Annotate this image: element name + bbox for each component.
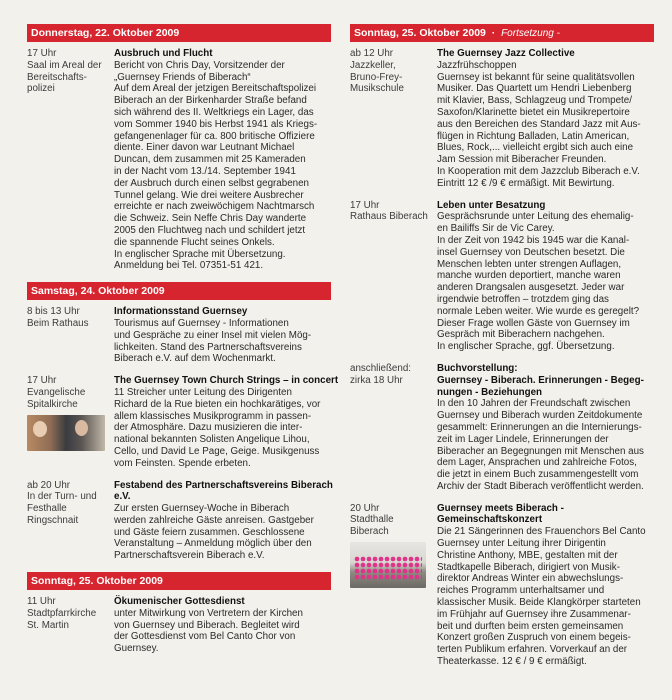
event-text-line: gesammelt: Erinnerungen an die Internierungs- [437, 421, 642, 433]
event-text-line: mit Klavier, Bass, Schlagzeug und Trompete/ [437, 95, 632, 107]
event-text-line: reiches Programm unterhaltsamer und [437, 585, 605, 597]
event-meta-line: ab 20 Uhr [27, 479, 71, 491]
event-text-line: dem Lager, Ansprachen und zahlreiche Fotos, [437, 457, 637, 469]
event-text-line: Guernsey ist bekannt für seine qualitätsvollen [437, 71, 635, 83]
event-text-line: gefangenenlager für ca. 800 britische Offiziere [114, 130, 315, 142]
event-text-line: der Atmosphäre. Dazu musizieren die inter- [114, 422, 303, 434]
event-meta-line: Stadtpfarrkirche [27, 607, 97, 619]
event-text-line: Biberacher an Begegnungen mit Menschen aus [437, 445, 644, 457]
event-text-line: Die 21 Sängerinnen des Frauenchors Bel Canto [437, 526, 646, 538]
event-time-location [27, 306, 114, 365]
event-text-line: sich während des II. Weltkriegs ein Lager, das [114, 106, 314, 118]
event-text-line: direktor Andreas Winter ein abwechslungs- [437, 573, 624, 585]
event-title: The Guernsey Jazz Collective [437, 48, 575, 59]
event-time-location [27, 375, 114, 469]
event-text-line: „Guernsey Friends of Biberach“ [114, 71, 251, 83]
event-meta-line: Festhalle [27, 503, 67, 515]
event-text-line: Partnerschaftsverein Biberach e.V. [114, 550, 265, 562]
event-text-line: Zur ersten Guernsey-Woche in Biberach [114, 503, 290, 515]
event-text-line: normale Leben weiter. Wie wurde es geregelt? [437, 305, 640, 317]
event-text-line: In englischer Sprache, ggf. Übersetzung. [437, 341, 615, 353]
left-column [27, 24, 339, 665]
event-text-line: Jazzfrühschoppen [437, 59, 517, 71]
event-text-line: Duncan, dem zusammen mit 25 Kameraden [114, 154, 306, 166]
event-text-line: terten Publikum erfahren. Vorverkauf an der [437, 644, 628, 656]
choir-photo [350, 542, 426, 588]
event-text-line: Auf dem Areal der jetzigen Bereitschaftspolizei [114, 83, 317, 95]
day-header: Sonntag, 25. Oktober 2009 [27, 572, 331, 590]
event-description [437, 48, 654, 190]
event-text-line: Guernsey. [114, 643, 159, 655]
event-meta-line: Saal im Areal der [27, 59, 102, 71]
event-text-line: vom Feinsten. Spende erbeten. [114, 457, 251, 469]
event-text-line: die Schweiz. Sein Neffe Chris Day wanderte [114, 213, 307, 225]
event-item [27, 48, 331, 272]
day-header-continued: Fortsetzung - [501, 28, 560, 39]
event-text-line: Gespräch mit Biberachern nachgehen. [437, 329, 605, 341]
event-meta-line: 17 Uhr [350, 199, 380, 211]
event-meta-line: Ringschnait [27, 514, 79, 526]
event-item [27, 480, 331, 563]
event-meta-line: Jazzkeller, [350, 59, 396, 71]
event-text-line: Dieser Frage wollen Gäste von Guernsey im [437, 317, 630, 329]
event-time-location [350, 503, 437, 668]
event-text-line: Guernsey und Biberach wurden Zeitdokumente [437, 410, 643, 422]
event-meta-line: Evangelische [27, 386, 86, 398]
event-title: Buchvorstellung: [437, 362, 518, 374]
event-text-line: en Bailiffs Sir de Vic Carey. [437, 223, 555, 235]
event-meta-line: zirka 18 Uhr [350, 374, 403, 386]
event-title: nungen - Beziehungen [437, 386, 543, 398]
event-text-line: Menschen lebten unter strengen Auflagen, [437, 258, 622, 270]
event-text-line: zeit im Lager Lindele, Erinnerungen der [437, 433, 609, 445]
event-text-line: Guernsey unter Leitung ihrer Dirigentin [437, 538, 606, 550]
event-item [27, 306, 331, 365]
event-title: Festabend des Partnerschaftsvereins Biberach [114, 479, 333, 491]
event-text-line: unter Mitwirkung von Vertretern der Kirchen [114, 607, 303, 619]
event-item [350, 503, 654, 668]
event-text-line: lichkeiten. Stand des Partnerschaftsvereins [114, 341, 302, 353]
event-text-line: In Kooperation mit dem Jazzclub Biberach e.V. [437, 165, 640, 177]
day-header: Donnerstag, 22. Oktober 2009 [27, 24, 331, 42]
event-meta-line: In der Turn- und [27, 491, 97, 503]
event-time-location [27, 48, 114, 272]
event-text-line: In der Zeit von 1942 bis 1945 war die Kanal- [437, 234, 630, 246]
event-text-line: Stadtkapelle Biberach, dirigiert von Musik- [437, 561, 620, 573]
event-text-line: Musiker. Das Quartett um Hendri Liebenberg [437, 83, 632, 95]
event-text-line: Tunnel gelang. Wie drei weitere Ausbrecher [114, 189, 304, 201]
event-text-line: Cello, und David Le Page, Geige. Musikgenuss [114, 445, 320, 457]
event-text-line: der Gottesdienst vom Bel Canto Chor von [114, 631, 296, 643]
event-text-line: Richard de la Rue bieten ein hochkarätiges, vor [114, 398, 321, 410]
event-meta-line: 17 Uhr [27, 375, 57, 387]
event-text-line: Biberach e.V. auf dem Wochenmarkt. [114, 353, 276, 365]
event-title: Leben unter Besatzung [437, 199, 546, 211]
choir-singers [354, 556, 422, 580]
event-text-line: erreichte er nach zweiwöchigem Nachtmarsch [114, 201, 315, 213]
event-text-line: Eintritt 12 € /9 € ermäßigt. Mit Bewirtung. [437, 177, 615, 189]
event-text-line: Anmeldung bei Tel. 07351-51 421. [114, 260, 264, 272]
event-text-line: national bekannten Solisten Angelique Lihou, [114, 434, 310, 446]
event-title: Guernsey meets Biberach - [437, 502, 564, 514]
event-title: e.V. [114, 491, 131, 503]
event-text-line: In englischer Sprache mit Übersetzung. [114, 248, 286, 260]
event-text-line: beit und durften beim ersten gemeinsamen [437, 620, 624, 632]
event-meta-line: polizei [27, 83, 55, 95]
event-text-line: Jam Session mit Biberacher Freunden. [437, 154, 607, 166]
event-text-line: anderen Drangsalen ausgesetzt. Jeder war [437, 282, 625, 294]
event-text-line: allem klassisches Musikprogramm in passen- [114, 410, 312, 422]
event-text-line: insel Guernsey von Deutschen besetzt. Die [437, 246, 625, 258]
event-description [437, 200, 654, 353]
event-meta-line: 17 Uhr [27, 48, 57, 59]
event-text-line: aus den Bereichen des Standard Jazz mit Aus- [437, 118, 641, 130]
event-text-line: In den 10 Jahren der Freundschaft zwischen [437, 398, 631, 410]
event-text-line: 2005 den Fluchtweg nach und schildert jetzt [114, 224, 306, 236]
event-meta-line: 11 Uhr [27, 596, 56, 608]
event-description [437, 363, 654, 493]
event-text-line: werden zahlreiche Gäste anreisen. Gastgeber [114, 514, 314, 526]
event-title: Informationsstand Guernsey [114, 306, 248, 318]
event-meta-line: 20 Uhr [350, 502, 380, 514]
event-text-line: irgendwie betroffen – trotzdem ging das [437, 293, 609, 305]
event-text-line: im Frühjahr auf Guernsey ihre Zusammenar- [437, 608, 631, 620]
event-description [114, 48, 331, 272]
event-text-line: die spannende Flucht seines Onkels. [114, 236, 275, 248]
event-text-line: Tourismus auf Guernsey - Informationen [114, 317, 289, 329]
event-meta-line: Spitalkirche [27, 398, 78, 410]
event-meta-line: Bruno-Frey- [350, 71, 403, 83]
event-text-line: Saxofon/Klarinette bietet ein Musikrepertoire [437, 106, 630, 118]
event-text-line: Konzert großen Zuspruch von einem begeis- [437, 632, 631, 644]
event-title: Guernsey - Biberach. Erinnerungen - Begeg- [437, 374, 644, 386]
event-meta-line: Rathaus Biberach [350, 211, 428, 223]
event-item [27, 375, 339, 469]
event-time-location [350, 363, 437, 493]
event-time-location [350, 48, 437, 190]
event-meta-line: Biberach [350, 526, 389, 538]
event-meta-line: anschließend: [350, 362, 411, 374]
event-text-line: und Gespräche zu einer Insel mit vielen Mög- [114, 329, 312, 341]
event-text-line: die jetzt in einem Buch zusammengestellt vom [437, 469, 639, 481]
event-text-line: klassischer Musik. Beide Klangkörper starteten [437, 597, 641, 609]
event-text-line: von Guernsey und Biberach. Begleitet wird [114, 619, 300, 631]
event-text-line: vom Sommer 1940 bis Herbst 1941 als Kriegs- [114, 118, 318, 130]
event-text-line: Theaterkasse. 12 € / 9 € ermäßigt. [437, 656, 587, 668]
concert-photo [27, 415, 105, 451]
event-meta-line: Beim Rathaus [27, 317, 89, 329]
event-title: Ökumenischer Gottesdienst [114, 596, 245, 608]
right-column [350, 24, 654, 678]
event-text-line: und Gäste feiern zusammen. Geschlossene [114, 526, 305, 538]
event-meta-line: Musikschule [350, 83, 404, 95]
event-time-location [27, 480, 114, 563]
event-text-line: Christine Anthony, MBE, gestalten mit der [437, 549, 618, 561]
event-description [437, 503, 654, 668]
event-text-line: Bericht von Chris Day, Vorsitzender der [114, 59, 285, 71]
event-text-line: diente. Einer davon war Leutnant Michael [114, 142, 295, 154]
event-item [350, 363, 654, 493]
event-text-line: Biberach an der Birkenharder Straße befand [114, 95, 307, 107]
event-description [114, 596, 331, 655]
event-title: Gemeinschaftskonzert [437, 514, 543, 526]
event-text-line: der Ausbruch durch einen selbst gegrabenen [114, 177, 309, 189]
event-title: The Guernsey Town Church Strings – in concert [114, 375, 339, 387]
event-text-line: Veranstaltung – Anmeldung möglich über den [114, 538, 312, 550]
day-header-date: Sonntag, 25. Oktober 2009 [354, 27, 486, 39]
event-description [114, 480, 333, 563]
event-text-line: Gesprächsrunde unter Leitung des ehemalig- [437, 211, 634, 223]
event-meta-line: Bereitschafts- [27, 71, 87, 83]
event-time-location [27, 596, 114, 655]
event-text-line: manche wurden deportiert, manche waren [437, 270, 621, 282]
event-description [114, 375, 338, 469]
event-meta-line: 8 bis 13 Uhr [27, 306, 80, 318]
day-header: Samstag, 24. Oktober 2009 [27, 282, 331, 300]
event-text-line: in der Nacht vom 13./14. September 1941 [114, 165, 296, 177]
event-meta-line: ab 12 Uhr [350, 48, 394, 59]
event-item [350, 48, 654, 190]
event-meta-line: Stadthalle [350, 514, 394, 526]
event-text-line: 11 Streicher unter Leitung des Dirigenten [114, 386, 292, 398]
event-text-line: Archiv der Stadt Biberach veröffentlicht werden. [437, 480, 644, 492]
event-title: Ausbruch und Flucht [114, 48, 213, 59]
event-item [27, 596, 331, 655]
event-text-line: flügen in Richtung Balladen, Latin American, [437, 130, 630, 142]
event-item [350, 200, 654, 353]
day-header: Sonntag, 25. Oktober 2009 · Fortsetzung - [350, 24, 654, 42]
event-description [114, 306, 331, 365]
event-text-line: Blues, Rock,... vielleicht ergibt sich auch eine [437, 142, 634, 154]
event-meta-line: St. Martin [27, 619, 69, 631]
event-time-location [350, 200, 437, 353]
